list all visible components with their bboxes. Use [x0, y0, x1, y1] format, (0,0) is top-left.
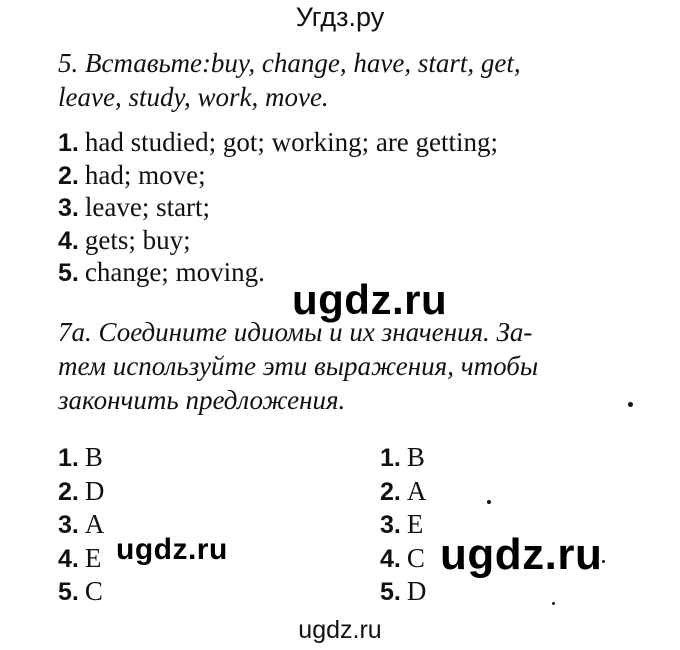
- task5-answer-item: [58, 127, 498, 160]
- item-number: 2.: [380, 477, 401, 506]
- answer-number: 3.: [58, 194, 79, 222]
- answer-text: leave; start;: [84, 192, 211, 222]
- middle-watermark: ugdz.ru: [292, 276, 448, 323]
- item-letter: C: [406, 542, 425, 573]
- scan-speck: [602, 560, 605, 563]
- answer-text: change; moving.: [84, 257, 265, 287]
- item-number: 4.: [380, 544, 401, 573]
- item-letter: E: [84, 542, 102, 573]
- item-letter: D: [406, 576, 427, 606]
- task7a-left-item: [58, 542, 104, 576]
- task7a-heading-line3: закончить предложения.: [58, 385, 346, 415]
- item-letter: D: [84, 475, 105, 506]
- item-number: 3.: [380, 511, 401, 539]
- item-letter: B: [406, 442, 425, 472]
- bottom-watermark: ugdz.ru: [298, 616, 382, 644]
- task7a-left-item: [58, 508, 104, 542]
- task5-answer-item: [58, 192, 498, 225]
- item-number: 2.: [58, 477, 79, 506]
- item-letter: A: [84, 509, 105, 539]
- task7a-heading-line2: тем используйте эти выражения, чтобы: [58, 351, 539, 381]
- task5-heading-line2: leave, study, work, move.: [58, 82, 329, 112]
- item-letter: B: [84, 442, 103, 472]
- item-number: 5.: [380, 578, 401, 606]
- task5-answer-item: [58, 225, 498, 258]
- task7a-left-column: [58, 441, 104, 609]
- task5-heading-line1: 5. Вставьте:buy, change, have, start, get,: [58, 48, 521, 78]
- item-number: 1.: [380, 444, 401, 472]
- task7a-left-item: [58, 441, 104, 475]
- task7a-right-item: [380, 575, 426, 609]
- task7a-right-column: [380, 441, 426, 609]
- item-number: 5.: [58, 578, 79, 606]
- item-letter: C: [84, 576, 103, 606]
- scan-speck: [628, 402, 633, 407]
- answer-number: 5.: [58, 259, 79, 287]
- answer-number: 2.: [58, 161, 79, 190]
- task7a-right-item: [380, 475, 426, 509]
- task7a-right-item: [380, 508, 426, 542]
- scan-speck: [487, 500, 491, 504]
- scan-speck: [552, 602, 555, 605]
- item-number: 4.: [58, 544, 79, 573]
- top-watermark: Угдз.ру: [295, 2, 385, 32]
- lower-left-watermark: ugdz.ru: [116, 533, 228, 566]
- answer-text: had; move;: [84, 159, 206, 190]
- task5-heading: [58, 46, 658, 114]
- answer-number: 4.: [58, 226, 79, 255]
- answer-text: had studied; got; working; are getting;: [84, 127, 499, 157]
- task7a-right-item: [380, 542, 426, 576]
- task7a-heading: [58, 315, 658, 417]
- lower-right-watermark: ugdz.ru: [440, 530, 603, 579]
- task5-answer-item: [58, 160, 498, 193]
- item-number: 1.: [58, 444, 79, 472]
- task7a-right-item: [380, 441, 426, 475]
- task7a-left-item: [58, 475, 104, 509]
- item-letter: A: [406, 475, 427, 506]
- item-number: 3.: [58, 511, 79, 539]
- task7a-left-item: [58, 575, 104, 609]
- answer-text: gets; buy;: [84, 224, 191, 255]
- answer-number: 1.: [58, 129, 79, 157]
- item-letter: E: [406, 509, 424, 539]
- task7a-heading-line1: 7a. Соедините идиомы и их значения. За-: [58, 317, 533, 347]
- task5-answer-list: [58, 127, 498, 290]
